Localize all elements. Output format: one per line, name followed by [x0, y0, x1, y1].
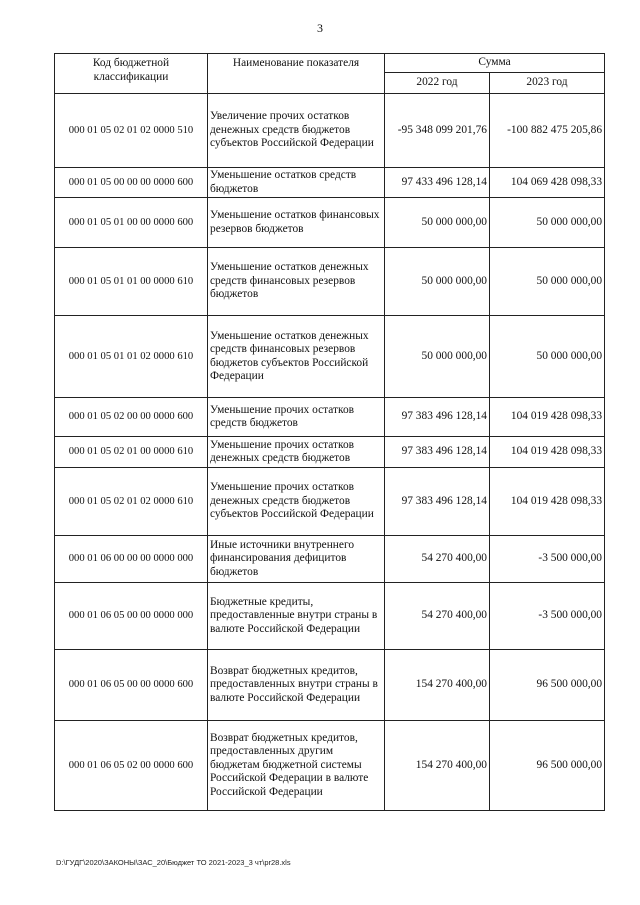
- row-code: 000 01 05 02 00 00 0000 600: [55, 398, 208, 437]
- row-sum-2023: 104 019 428 098,33: [490, 468, 605, 536]
- table-row: [55, 316, 605, 398]
- row-sum-2022: 50 000 000,00: [385, 316, 490, 398]
- row-sum-2022: 154 270 400,00: [385, 721, 490, 811]
- row-sum-2023: 50 000 000,00: [490, 248, 605, 316]
- row-name: Возврат бюджетных кредитов, предоставленных внутри страны в валюте Российской Федерации: [208, 650, 385, 721]
- table-row: [55, 650, 605, 721]
- row-sum-2023: 104 019 428 098,33: [490, 398, 605, 437]
- table-row: [55, 468, 605, 536]
- row-name: Увеличение прочих остатков денежных средств бюджетов субъектов Российской Федерации: [208, 94, 385, 168]
- row-code: 000 01 06 05 00 00 0000 600: [55, 650, 208, 721]
- table-row: [55, 198, 605, 248]
- row-sum-2023: -3 500 000,00: [490, 583, 605, 650]
- table-row: [55, 398, 605, 437]
- row-sum-2023: 104 069 428 098,33: [490, 168, 605, 198]
- row-code: 000 01 05 01 01 00 0000 610: [55, 248, 208, 316]
- header-sum: Сумма: [385, 54, 605, 73]
- row-name: Уменьшение прочих остатков денежных средств бюджетов: [208, 437, 385, 468]
- page-number: 3: [317, 21, 323, 35]
- row-code: 000 01 06 05 00 00 0000 000: [55, 583, 208, 650]
- row-sum-2022: 154 270 400,00: [385, 650, 490, 721]
- row-sum-2023: -3 500 000,00: [490, 536, 605, 583]
- row-name: Уменьшение остатков денежных средств финансовых резервов бюджетов субъектов Российской Федерации: [208, 316, 385, 398]
- row-code: 000 01 05 02 01 02 0000 610: [55, 468, 208, 536]
- row-name: Уменьшение прочих остатков средств бюджетов: [208, 398, 385, 437]
- row-sum-2022: -95 348 099 201,76: [385, 94, 490, 168]
- row-code: 000 01 06 00 00 00 0000 000: [55, 536, 208, 583]
- row-sum-2022: 54 270 400,00: [385, 536, 490, 583]
- header-year-2023: 2023 год: [490, 73, 605, 94]
- row-name: Уменьшение остатков денежных средств финансовых резервов бюджетов: [208, 248, 385, 316]
- row-code: 000 01 05 02 01 02 0000 510: [55, 94, 208, 168]
- row-sum-2023: -100 882 475 205,86: [490, 94, 605, 168]
- row-code: 000 01 05 01 01 02 0000 610: [55, 316, 208, 398]
- header-name: Наименование показателя: [208, 54, 385, 94]
- budget-sources-table: [54, 53, 605, 811]
- table-row: [55, 168, 605, 198]
- header-year-2022: 2022 год: [385, 73, 490, 94]
- row-code: 000 01 06 05 02 00 0000 600: [55, 721, 208, 811]
- row-name: Возврат бюджетных кредитов, предоставленных другим бюджетам бюджетной системы Российской Федерации в валюте Российской Федерации: [208, 721, 385, 811]
- row-sum-2023: 50 000 000,00: [490, 198, 605, 248]
- row-code: 000 01 05 02 01 00 0000 610: [55, 437, 208, 468]
- row-name: Уменьшение остатков средств бюджетов: [208, 168, 385, 198]
- row-sum-2023: 96 500 000,00: [490, 721, 605, 811]
- header-code: Код бюджетной классификации: [55, 54, 208, 94]
- row-sum-2022: 50 000 000,00: [385, 248, 490, 316]
- row-sum-2023: 104 019 428 098,33: [490, 437, 605, 468]
- row-sum-2022: 97 383 496 128,14: [385, 468, 490, 536]
- row-code: 000 01 05 00 00 00 0000 600: [55, 168, 208, 198]
- row-sum-2022: 50 000 000,00: [385, 198, 490, 248]
- row-name: Уменьшение остатков финансовых резервов бюджетов: [208, 198, 385, 248]
- row-sum-2022: 97 383 496 128,14: [385, 437, 490, 468]
- table-row: [55, 536, 605, 583]
- row-sum-2022: 54 270 400,00: [385, 583, 490, 650]
- row-code: 000 01 05 01 00 00 0000 600: [55, 198, 208, 248]
- row-sum-2022: 97 383 496 128,14: [385, 398, 490, 437]
- file-path-footer: D:\ГУДГ\2020\ЗАКОНЫ\ЗАС_20\Бюджет ТО 2021-2023_3 чт\pr28.xls: [56, 858, 291, 867]
- row-sum-2022: 97 433 496 128,14: [385, 168, 490, 198]
- row-sum-2023: 50 000 000,00: [490, 316, 605, 398]
- table-row: [55, 94, 605, 168]
- table-row: [55, 248, 605, 316]
- table-row: [55, 437, 605, 468]
- table-row: [55, 583, 605, 650]
- row-name: Уменьшение прочих остатков денежных средств бюджетов субъектов Российской Федерации: [208, 468, 385, 536]
- row-sum-2023: 96 500 000,00: [490, 650, 605, 721]
- row-name: Бюджетные кредиты, предоставленные внутри страны в валюте Российской Федерации: [208, 583, 385, 650]
- table-row: [55, 721, 605, 811]
- row-name: Иные источники внутреннего финансирования дефицитов бюджетов: [208, 536, 385, 583]
